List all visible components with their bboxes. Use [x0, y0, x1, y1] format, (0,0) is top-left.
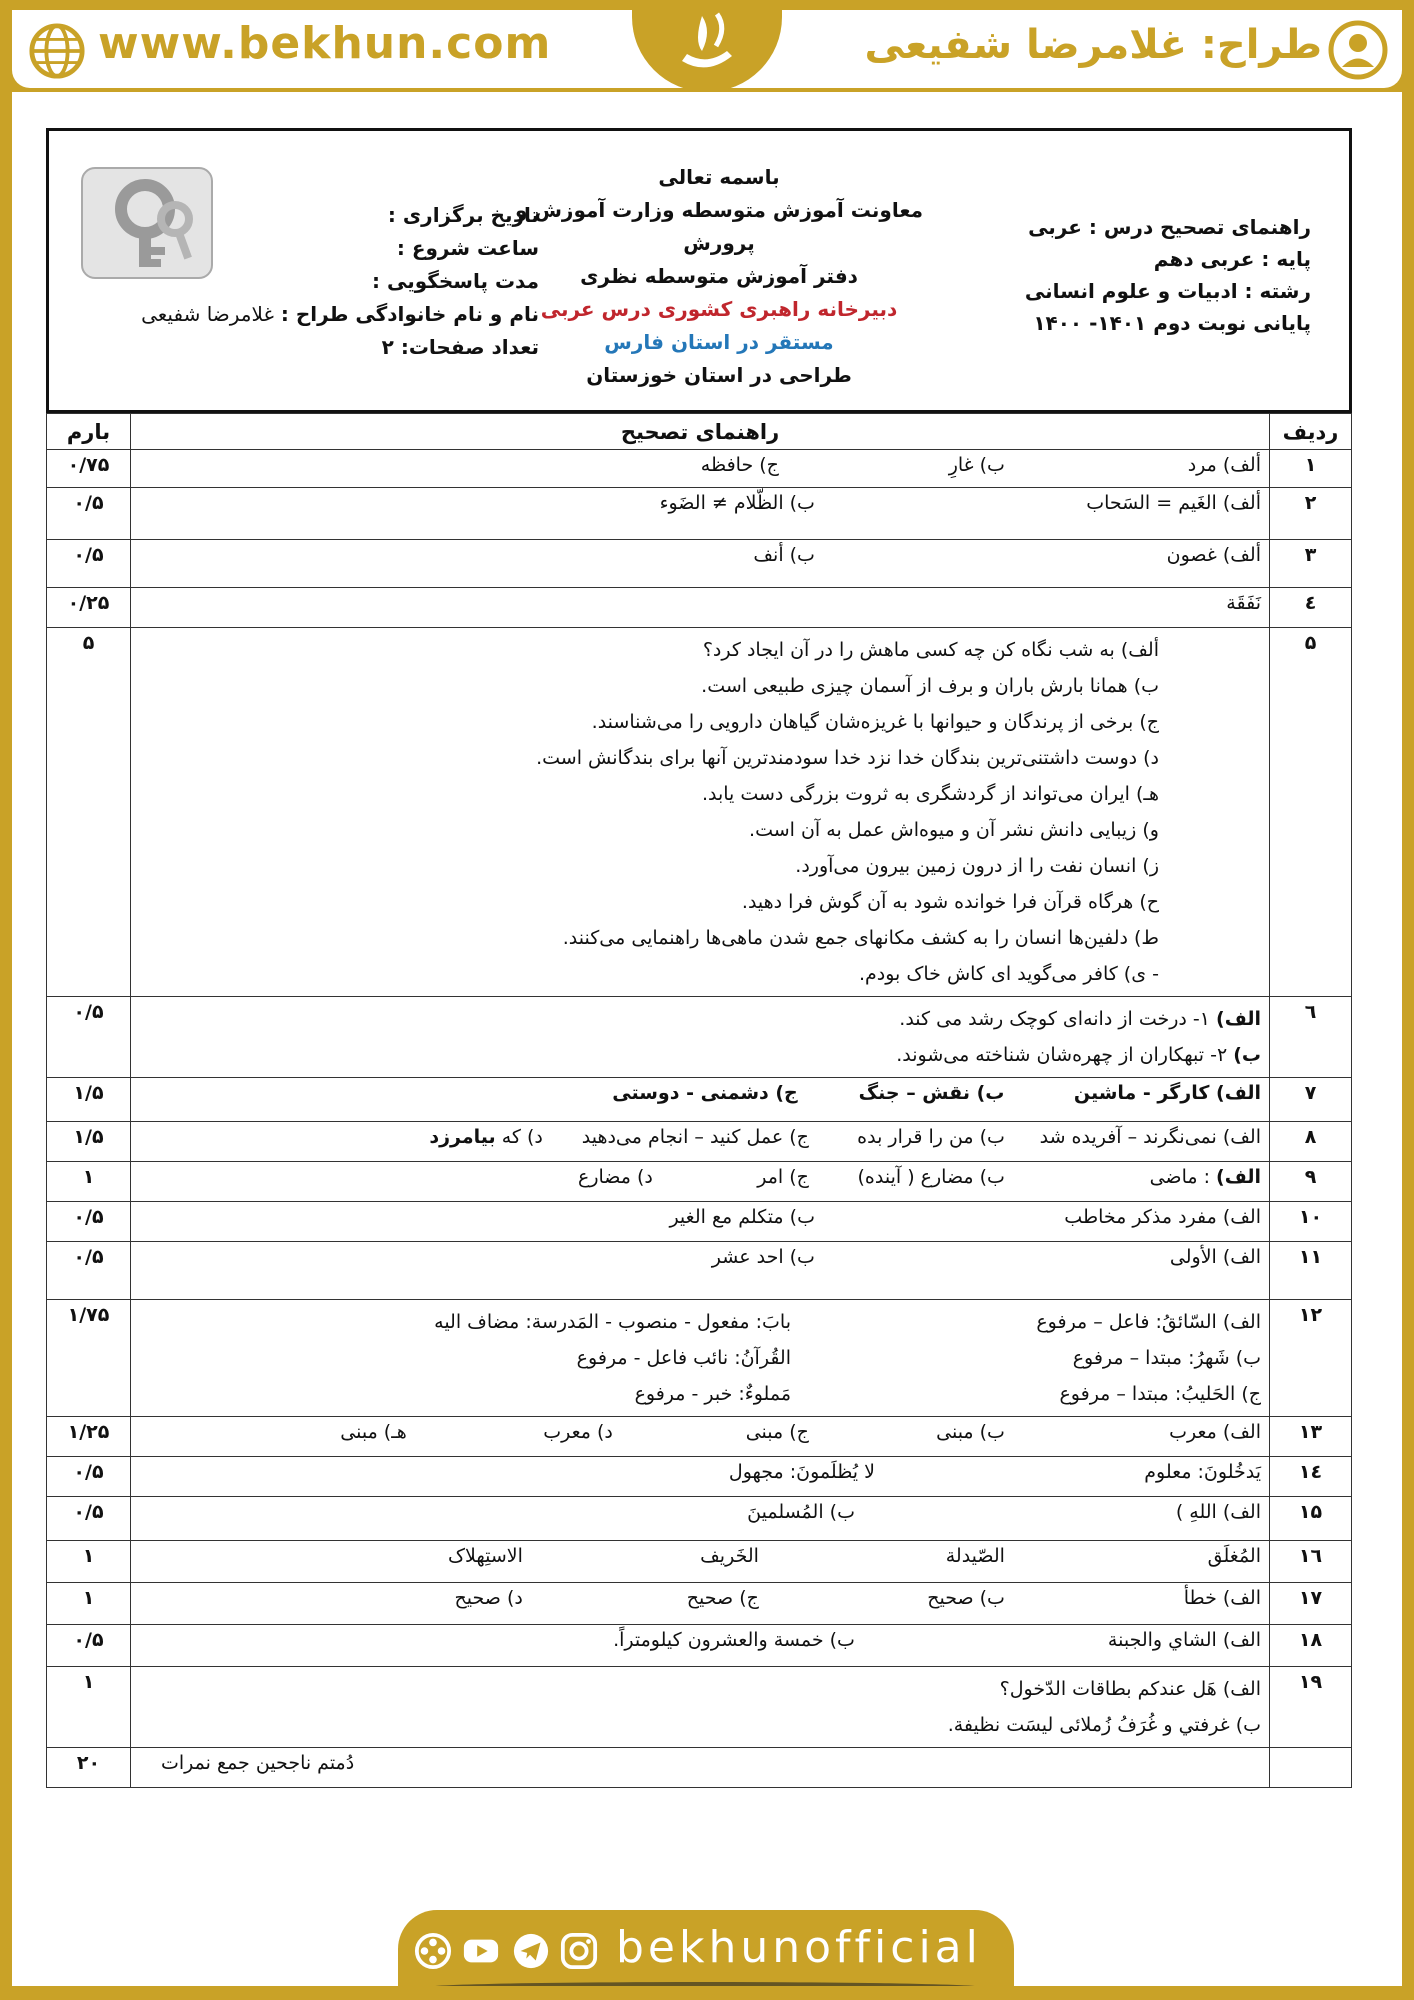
- province-line: مستقر در استان فارس: [604, 330, 834, 354]
- answer-cell: [131, 1583, 1270, 1625]
- answer-a: نَفَقَة: [1226, 592, 1261, 614]
- answer-b: ب) المُسلمینَ: [747, 1501, 855, 1523]
- answer-text: ۱- درخت از دانه‌ای کوچک رشد می کند.: [899, 1008, 1210, 1030]
- answer-cell: [131, 1162, 1270, 1202]
- answer-a: [1011, 1166, 1261, 1188]
- table-row: [47, 1122, 1352, 1162]
- answer-c: ج) امر: [757, 1166, 809, 1188]
- table-row: [47, 1541, 1352, 1583]
- score-cell: ۱/۵: [47, 1078, 131, 1122]
- answer-d-prefix: د) که: [501, 1126, 543, 1148]
- header-ministry-info: [479, 161, 959, 392]
- score-cell: ۰/۵: [47, 488, 131, 540]
- row-number: ۱٦: [1270, 1541, 1352, 1583]
- table-row: [47, 588, 1352, 628]
- answer-x: الف) السّائقُ: فاعل – مرفوع: [1036, 1311, 1261, 1333]
- answer-cell: [131, 1300, 1270, 1417]
- answer-b: ب) احد عشر: [711, 1246, 815, 1268]
- answer-line: الف) هَل عندکم بطاقات الدّخول؟: [999, 1678, 1261, 1700]
- translation-line: ألف) به شب نگاه کن چه کسی ماهش را در آن ایجاد کرد؟: [702, 639, 1159, 661]
- table-row: [47, 1078, 1352, 1122]
- row-number: [1270, 1748, 1352, 1788]
- instagram-icon[interactable]: [560, 1932, 598, 1970]
- answer-cell: [131, 1202, 1270, 1242]
- answer-label: ب): [1233, 1044, 1261, 1066]
- answer-line: [139, 1001, 1261, 1037]
- score-cell: ۰/۵: [47, 1625, 131, 1667]
- row-number: ۱٤: [1270, 1457, 1352, 1497]
- table-header-row: [47, 414, 1352, 450]
- table-row: [47, 1625, 1352, 1667]
- col-header-row-number: ردیف: [1270, 414, 1352, 450]
- answer-line: ب) غرفتي و غُرَفُ زُملائی لیسَت نظیفة.: [947, 1714, 1261, 1736]
- answer-y: مَملوءٌ: خبر - مرفوع: [634, 1383, 791, 1405]
- answer-cell: [131, 1417, 1270, 1457]
- score-cell: ۱/۷۵: [47, 1300, 131, 1417]
- answer-a: المُغلَق: [1207, 1545, 1261, 1567]
- translation-line: ط) دلفین‌ها انسان را به کشف مکانهای جمع شدن ماهی‌ها راهنمایی می‌کنند.: [562, 927, 1159, 949]
- row-number: ۸: [1270, 1122, 1352, 1162]
- answer-d: د) صحیح: [454, 1587, 523, 1609]
- basmala: باسمه تعالی: [658, 165, 780, 189]
- social-bar: [398, 1910, 1014, 1988]
- total-score: ۲۰: [47, 1748, 131, 1788]
- answer-b: لا یُظلَمونَ: مجهول: [728, 1461, 875, 1483]
- exam-header: [46, 128, 1352, 413]
- row-number: ٤: [1270, 588, 1352, 628]
- logo-icon: [672, 6, 742, 86]
- score-cell: ۱: [47, 1162, 131, 1202]
- exam-label: پایانی نوبت دوم ۱۴۰۱- ۱۴۰۰: [1033, 311, 1311, 335]
- designer-credit: طراح: غلامرضا شفیعی: [864, 22, 1322, 68]
- translation-line: هـ) ایران می‌تواند از گردشگری به ثروت بزرگی دست یابد.: [701, 783, 1159, 805]
- secretariat-line: دبیرخانه راهبری کشوری درس عربی: [540, 297, 898, 321]
- answer-a: یَدخُلونَ: معلوم: [1144, 1461, 1261, 1483]
- farewell-text: دُمتم ناجحین: [255, 1752, 355, 1774]
- keys-icon: [83, 169, 211, 277]
- answer-cell: [131, 1242, 1270, 1300]
- answer-c: ج) حافظه: [700, 454, 779, 476]
- table-row: [47, 1667, 1352, 1748]
- row-number: ۲: [1270, 488, 1352, 540]
- field-label: رشته : ادبیات و علوم انسانی: [1024, 279, 1311, 303]
- table-row: [47, 1417, 1352, 1457]
- score-cell: ۰/۵: [47, 1242, 131, 1300]
- designer-name-line: [119, 298, 539, 331]
- answer-x: ب) شَهرُ: مبتدا – مرفوع: [1072, 1347, 1261, 1369]
- answer-cell: [131, 997, 1270, 1078]
- answer-d: د) معرب: [543, 1421, 613, 1443]
- answer-cell: [131, 1457, 1270, 1497]
- answer-line: [139, 1376, 1261, 1412]
- answer-a: الف) خطأ: [1183, 1587, 1261, 1609]
- row-number: ۳: [1270, 540, 1352, 588]
- answer-a: الف) کارگر - ماشین: [1073, 1082, 1261, 1104]
- score-cell: ۰/۵: [47, 1457, 131, 1497]
- ministry-line: معاونت آموزش متوسطه وزارت آموزش و پرورش: [514, 198, 924, 255]
- answer-d: [429, 1126, 543, 1148]
- answer-b: ب) مبنی: [936, 1421, 1005, 1443]
- user-icon: [1328, 20, 1388, 80]
- duration: مدت پاسخگویی :: [372, 269, 539, 293]
- answer-line: [139, 1037, 1261, 1073]
- translation-line: د) دوست داشتنی‌ترین بندگان خدا نزد خدا سودمندترین آنها برای بندگانش است.: [536, 747, 1159, 769]
- answer-key-table: [46, 413, 1352, 1788]
- answer-d-word: بیامرزد: [429, 1126, 496, 1148]
- row-number: ۵: [1270, 628, 1352, 997]
- col-header-score: بارم: [47, 414, 131, 450]
- answer-a: الف) الشاي والجبنة: [1107, 1629, 1261, 1651]
- answer-b: ب) الظّلام ≠ الضَوء: [659, 492, 815, 514]
- header-course-info: [1025, 211, 1311, 339]
- row-number: ۱۳: [1270, 1417, 1352, 1457]
- answer-label: الف): [1216, 1008, 1261, 1030]
- answer-c: ج) دشمنی - دوستی: [612, 1082, 798, 1104]
- row-number: ۱۵: [1270, 1497, 1352, 1541]
- score-cell: ۰/۲۵: [47, 588, 131, 628]
- col-header-answer: راهنمای تصحیح: [131, 414, 1270, 450]
- row-number: ۱۲: [1270, 1300, 1352, 1417]
- answer-a-text: : ماضی: [1149, 1166, 1210, 1188]
- table-row: [47, 488, 1352, 540]
- answer-b: ب) نقش – جنگ: [858, 1082, 1005, 1104]
- table-row: [47, 540, 1352, 588]
- answer-b: ب) غارِ: [948, 454, 1005, 476]
- answer-line: [139, 1340, 1261, 1376]
- score-cell: ۱: [47, 1667, 131, 1748]
- answer-b: ب) متکلم مع الغیر: [669, 1206, 815, 1228]
- row-number: ۱۸: [1270, 1625, 1352, 1667]
- answer-a: ألف) مرد: [1187, 454, 1261, 476]
- film-reel-icon[interactable]: [414, 1932, 452, 1970]
- answer-a: الف) نمی‌نگرند – آفریده شد: [1039, 1126, 1261, 1148]
- score-cell: ۱: [47, 1541, 131, 1583]
- answer-b: ب) خمسة والعشرون کیلومتراً.: [613, 1629, 855, 1651]
- score-cell: ۰/۵: [47, 997, 131, 1078]
- answer-cell: [131, 1078, 1270, 1122]
- row-number: ٦: [1270, 997, 1352, 1078]
- answer-y: بابَ: مفعول - منصوب - المَدرسة: مضاف الیه: [434, 1311, 791, 1333]
- social-bar-shadow: [430, 1982, 980, 1992]
- designer-label: نام و نام خانوادگی طراح :: [280, 302, 539, 326]
- table-row: [47, 1497, 1352, 1541]
- answer-c: الخَریف: [700, 1545, 759, 1567]
- social-handle[interactable]: bekhunofficial: [616, 1922, 982, 1973]
- translation-line: و) زیبایی دانش نشر آن و میوه‌اش عمل به آن است.: [749, 819, 1159, 841]
- table-row: [47, 450, 1352, 488]
- answer-a: الف) اللهِ ): [1175, 1501, 1261, 1523]
- answer-d: الاستِهلاک: [447, 1545, 523, 1567]
- row-number: ۹: [1270, 1162, 1352, 1202]
- total-label: جمع نمرات: [161, 1752, 250, 1774]
- table-row: [47, 1162, 1352, 1202]
- answer-d: د) مضارع: [577, 1166, 653, 1188]
- answer-text: ۲- تبهکاران از چهره‌شان شناخته می‌شوند.: [896, 1044, 1228, 1066]
- row-number: ۷: [1270, 1078, 1352, 1122]
- table-row: [47, 1242, 1352, 1300]
- keys-image: [81, 167, 213, 279]
- score-cell: ۰/۵: [47, 540, 131, 588]
- answer-x: ج) الحَلیبُ: مبتدا – مرفوع: [1059, 1383, 1261, 1405]
- globe-icon: [28, 22, 86, 80]
- answer-y: القُرآنُ: نائب فاعل - مرفوع: [576, 1347, 791, 1369]
- answer-c: ج) عمل کنید – انجام می‌دهید: [581, 1126, 809, 1148]
- youtube-icon[interactable]: [462, 1932, 500, 1970]
- score-cell: ۰/۷۵: [47, 450, 131, 488]
- answer-e: هـ) مبنی: [340, 1421, 407, 1443]
- answer-b: ب) من را قرار بده: [857, 1126, 1005, 1148]
- translation-line: - ی) کافر می‌گوید ای کاش خاک بودم.: [858, 963, 1159, 985]
- score-cell: ۰/۵: [47, 1497, 131, 1541]
- answer-cell: [131, 628, 1270, 997]
- table-row: [47, 628, 1352, 997]
- exam-date: تاریخ برگزاری :: [387, 203, 539, 227]
- answer-a: الف) مفرد مذکر مخاطب: [1064, 1206, 1261, 1228]
- answer-line: [139, 1304, 1261, 1340]
- score-cell: ۱: [47, 1583, 131, 1625]
- translation-line: ج) برخی از پرندگان و حیوانها با غریزه‌شان گیاهان دارویی را می‌شناسند.: [591, 711, 1159, 733]
- answer-cell: [131, 1122, 1270, 1162]
- answer-cell: [131, 450, 1270, 488]
- answer-b: الصّیدلة: [945, 1545, 1005, 1567]
- translation-line: ب) همانا بارش باران و برف از آسمان چیزی طبیعی است.: [701, 675, 1159, 697]
- table-row: [47, 997, 1352, 1078]
- answer-b: ب) صحیح: [927, 1587, 1005, 1609]
- answer-cell: [131, 588, 1270, 628]
- site-url-link[interactable]: www.bekhun.com: [98, 18, 552, 69]
- translation-line: ح) هرگاه قرآن فرا خوانده شود به آن گوش فرا دهید.: [741, 891, 1159, 913]
- total-cell: [131, 1748, 1270, 1788]
- row-number: ۱۹: [1270, 1667, 1352, 1748]
- grade-label: پایه : عربی دهم: [1153, 247, 1311, 271]
- translation-line: ز) انسان نفت را از درون زمین بیرون می‌آورد.: [795, 855, 1159, 877]
- row-number: ۱۰: [1270, 1202, 1352, 1242]
- answer-b: ب) مضارع ( آینده): [857, 1166, 1005, 1188]
- table-row: [47, 1583, 1352, 1625]
- row-number: ۱۷: [1270, 1583, 1352, 1625]
- course-title: راهنمای تصحیح درس : عربی: [1028, 215, 1311, 239]
- answer-a: الف) معرب: [1169, 1421, 1261, 1443]
- office-line: دفتر آموزش متوسطه نظری: [580, 264, 858, 288]
- designer-name: غلامرضا شفیعی: [141, 302, 274, 326]
- answer-cell: [131, 488, 1270, 540]
- table-row: [47, 1300, 1352, 1417]
- start-time: ساعت شروع :: [396, 236, 539, 260]
- score-cell: ۱/۲۵: [47, 1417, 131, 1457]
- answer-cell: [131, 1625, 1270, 1667]
- page-count: تعداد صفحات: ۲: [381, 335, 539, 359]
- answer-a-label: الف): [1216, 1166, 1261, 1188]
- answer-a: ألف) الغَیم = السَحاب: [1086, 492, 1261, 514]
- answer-cell: [131, 540, 1270, 588]
- total-row: [47, 1748, 1352, 1788]
- score-cell: ۰/۵: [47, 1202, 131, 1242]
- score-cell: ۵: [47, 628, 131, 997]
- row-number: ۱: [1270, 450, 1352, 488]
- score-cell: ۱/۵: [47, 1122, 131, 1162]
- answer-a: الف) الأولی: [1169, 1246, 1261, 1268]
- row-number: ۱۱: [1270, 1242, 1352, 1300]
- answer-cell: [131, 1497, 1270, 1541]
- design-province-line: طراحی در استان خوزستان: [586, 363, 852, 387]
- table-row: [47, 1457, 1352, 1497]
- answer-cell: [131, 1541, 1270, 1583]
- telegram-icon[interactable]: [512, 1932, 550, 1970]
- table-row: [47, 1202, 1352, 1242]
- answer-c: ج) صحیح: [686, 1587, 759, 1609]
- answer-b: ب) أنف: [753, 544, 815, 566]
- answer-c: ج) مبنی: [745, 1421, 809, 1443]
- answer-a: ألف) غصون: [1166, 544, 1261, 566]
- answer-cell: [131, 1667, 1270, 1748]
